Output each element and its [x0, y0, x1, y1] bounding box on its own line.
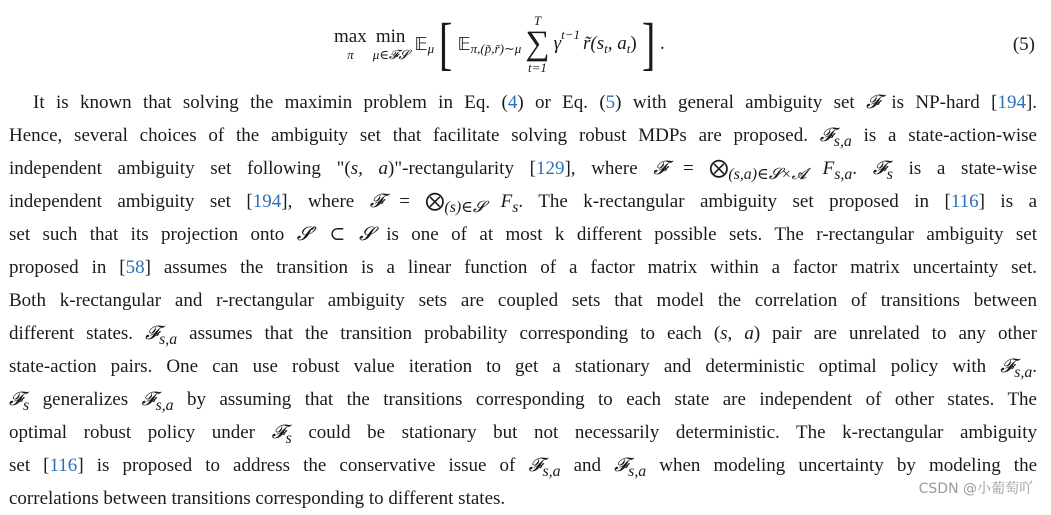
gamma-symbol: γ	[553, 33, 562, 54]
body-paragraph	[9, 86, 1037, 515]
paragraph-line-1: It is known that solving the maximin problem in Eq. (4) or Eq. (5) with general ambiguity set 𝓕 is NP-hard [194].	[33, 91, 1038, 113]
equation	[334, 8, 665, 80]
min-subscript: μ∈𝓕𝓢	[372, 47, 409, 62]
paragraph-line-5: set such that its projection onto 𝓢′ ⊂ 𝓢 is one of at most k different possible sets. The r-rectangular ambiguity set	[9, 223, 1037, 245]
citation-194[interactable]: 194	[252, 191, 282, 212]
paragraph-line-10: 𝓕$_s$ generalizes 𝓕$_{s,a}$ by assuming that the transitions corresponding to each state are independent of other states. The	[9, 388, 1037, 414]
inner-expectation-subscript: π,(p̃,r̃)∼μ	[470, 41, 522, 56]
min-label: min	[375, 26, 406, 47]
paragraph-line-11: optimal robust policy under 𝓕$_s$ could be stationary but not necessarily deterministic. The k-rectangular ambiguity	[9, 421, 1037, 447]
sum-operator	[525, 14, 549, 74]
watermark: CSDN @小葡萄吖	[918, 481, 1033, 497]
eq-ref-5[interactable]: 5	[605, 92, 616, 113]
equation-number: (5)	[1012, 34, 1035, 55]
inner-expectation: 𝔼	[457, 33, 471, 55]
paragraph-line-3: independent ambiguity set following "(s, a)"-rectangularity [129], where 𝓕 = $⨂_{(s,a)\in 𝓢\times 𝓐}$ $F_{s,a}$. 𝓕$_s$ is a state-wise	[9, 157, 1038, 183]
sum-lower-limit: t=1	[528, 60, 547, 75]
paragraph-line-13: correlations between transitions corresponding to different states.	[9, 488, 506, 509]
reward-state-subscript: t	[604, 41, 608, 56]
reward-close: )	[630, 33, 637, 54]
sum-upper-limit: T	[533, 13, 542, 28]
eq-ref-4[interactable]: 4	[507, 92, 518, 113]
max-subscript: π	[347, 47, 354, 62]
paragraph-line-2: Hence, several choices of the ambiguity set that facilitate solving robust MDPs are proposed. 𝓕$_{s,a}$ is a state-action-wise	[9, 124, 1037, 150]
reward-action: , a	[607, 33, 627, 54]
citation-194[interactable]: 194	[997, 92, 1026, 113]
reward-term: r̃(s	[582, 33, 605, 54]
max-operator	[334, 27, 367, 61]
left-bracket: [	[439, 11, 453, 76]
paragraph-line-6: proposed in [58] assumes the transition is a linear function of a factor matrix within a factor matrix uncertainty set.	[9, 257, 1037, 278]
equation-period: .	[660, 33, 665, 54]
gamma-exponent: t−1	[561, 27, 580, 42]
paragraph-line-4: independent ambiguity set [194], where 𝓕 = $⨂_{(s)\in 𝓢}$ $F_s$. The k-rectangular ambiguity set proposed in [116] is a	[9, 190, 1038, 216]
outer-expectation-subscript: μ	[427, 41, 435, 56]
equation-row	[0, 0, 1051, 86]
outer-expectation: 𝔼	[414, 33, 428, 55]
reward-action-subscript: t	[626, 41, 631, 56]
paragraph-line-9: state-action pairs. One can use robust value iteration to get a stationary and deterministic optimal policy with 𝓕$_{s,a}$.	[9, 355, 1037, 381]
min-operator	[373, 27, 409, 61]
max-label: max	[334, 26, 367, 47]
right-bracket: ]	[641, 11, 656, 76]
paragraph-line-8: different states. 𝓕$_{s,a}$ assumes that the transition probability corresponding to each (s, a) pair are unrelated to any other	[9, 322, 1037, 348]
citation-116[interactable]: 116	[950, 191, 979, 212]
citation-129[interactable]: 129	[535, 158, 565, 179]
paragraph-line-7: Both k-rectangular and r-rectangular ambiguity sets are coupled sets that model the correlation of transitions between	[9, 290, 1037, 311]
citation-116[interactable]: 116	[49, 455, 78, 476]
citation-58[interactable]: 58	[125, 257, 145, 278]
sigma-symbol: ∑	[525, 25, 550, 62]
paragraph-line-12: set [116] is proposed to address the conservative issue of 𝓕$_{s,a}$ and 𝓕$_{s,a}$ when modeling uncertainty by modeling the	[9, 454, 1038, 480]
